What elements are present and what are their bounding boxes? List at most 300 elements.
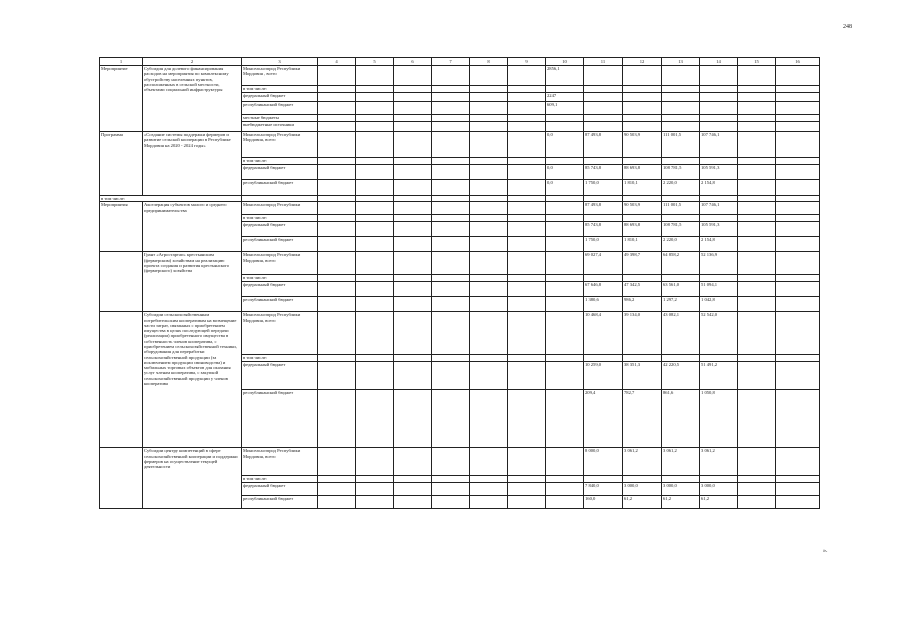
amount-cell-col11 <box>584 86 623 93</box>
empty-cell <box>394 202 432 215</box>
empty-cell <box>432 448 470 476</box>
empty-cell <box>432 158 470 165</box>
empty-cell <box>470 180 508 196</box>
amount-cell-col11: 85 743,8 <box>584 165 623 180</box>
page-number: 248 <box>843 24 852 30</box>
empty-cell <box>738 202 776 215</box>
amount-cell-col14 <box>700 86 738 93</box>
empty-cell <box>738 355 776 362</box>
amount-cell-col10: 0,0 <box>546 165 584 180</box>
empty-cell <box>356 180 394 196</box>
empty-cell <box>776 86 820 93</box>
amount-cell-col12 <box>623 66 662 86</box>
column-header-8: 8 <box>470 58 508 66</box>
amount-cell-col10 <box>546 115 584 122</box>
empty-cell <box>356 132 394 158</box>
empty-cell <box>432 115 470 122</box>
amount-cell-col10 <box>546 448 584 476</box>
amount-cell-col13 <box>662 158 700 165</box>
empty-cell <box>776 252 820 275</box>
amount-cell-col11: 8 000,0 <box>584 448 623 476</box>
funding-source-cell: федеральный бюджет <box>242 483 318 496</box>
amount-cell-col14: 2 154,8 <box>700 180 738 196</box>
amount-cell-col12 <box>623 122 662 132</box>
amount-cell-col14 <box>700 102 738 115</box>
column-header-16: 16 <box>776 58 820 66</box>
amount-cell-col10 <box>546 158 584 165</box>
amount-cell-col11 <box>584 66 623 86</box>
empty-cell <box>394 496 432 509</box>
item-type-cell <box>100 312 143 448</box>
column-header-14: 14 <box>700 58 738 66</box>
amount-cell-col14 <box>700 275 738 282</box>
funding-source-cell: федеральный бюджет <box>242 362 318 390</box>
amount-cell-col14: 51 094,1 <box>700 282 738 297</box>
amount-cell-col11: 160,0 <box>584 496 623 509</box>
amount-cell-col14: 105 591,3 <box>700 165 738 180</box>
empty-cell <box>432 180 470 196</box>
amount-cell-col14 <box>700 215 738 222</box>
empty-cell <box>432 275 470 282</box>
empty-cell <box>738 165 776 180</box>
amount-cell-col12 <box>623 215 662 222</box>
amount-cell-col10 <box>546 483 584 496</box>
column-header-13: 13 <box>662 58 700 66</box>
amount-cell-col14: 51 491,2 <box>700 362 738 390</box>
amount-cell-col11 <box>584 275 623 282</box>
empty-cell <box>318 132 356 158</box>
empty-cell <box>508 448 546 476</box>
amount-cell-col13: 63 561,0 <box>662 282 700 297</box>
empty-cell <box>470 476 508 483</box>
empty-cell <box>470 132 508 158</box>
empty-cell <box>508 115 546 122</box>
column-header-2: 2 <box>143 58 242 66</box>
empty-cell <box>738 66 776 86</box>
amount-cell-col12: 986,2 <box>623 297 662 312</box>
empty-cell <box>470 448 508 476</box>
amount-cell-col11 <box>584 158 623 165</box>
empty-cell <box>356 102 394 115</box>
amount-cell-col14: 1 050,8 <box>700 390 738 448</box>
empty-cell <box>318 102 356 115</box>
amount-cell-col12: 61,2 <box>623 496 662 509</box>
empty-cell <box>318 297 356 312</box>
empty-cell <box>470 252 508 275</box>
empty-cell <box>432 66 470 86</box>
empty-cell <box>738 476 776 483</box>
amount-cell-col14 <box>700 115 738 122</box>
empty-cell <box>508 275 546 282</box>
empty-cell <box>356 158 394 165</box>
empty-cell <box>356 215 394 222</box>
empty-cell <box>776 362 820 390</box>
amount-cell-col13: 111 001,5 <box>662 202 700 215</box>
item-type-cell <box>100 448 143 509</box>
empty-cell <box>776 476 820 483</box>
empty-cell <box>470 86 508 93</box>
empty-cell <box>508 476 546 483</box>
amount-cell-col13: 43 082,1 <box>662 312 700 355</box>
amount-cell-col12 <box>623 86 662 93</box>
empty-cell <box>738 222 776 237</box>
amount-cell-col12: 88 693,8 <box>623 165 662 180</box>
funding-source-cell: республиканский бюджет <box>242 496 318 509</box>
amount-cell-col12 <box>623 158 662 165</box>
empty-cell <box>776 355 820 362</box>
empty-cell <box>776 297 820 312</box>
empty-cell <box>776 132 820 158</box>
amount-cell-col12 <box>623 275 662 282</box>
amount-cell-col11 <box>584 215 623 222</box>
item-type-cell: Мероприятие <box>100 66 143 132</box>
amount-cell-col12 <box>623 115 662 122</box>
empty-cell <box>318 222 356 237</box>
empty-cell <box>432 312 470 355</box>
column-header-12: 12 <box>623 58 662 66</box>
amount-cell-col11 <box>584 355 623 362</box>
empty-cell <box>776 122 820 132</box>
funding-source-cell: республиканский бюджет <box>242 297 318 312</box>
header-row <box>100 58 820 66</box>
amount-cell-col13: 2 220,0 <box>662 237 700 252</box>
empty-cell <box>508 483 546 496</box>
empty-cell <box>356 252 394 275</box>
amount-cell-col11 <box>584 115 623 122</box>
empty-cell <box>394 355 432 362</box>
empty-cell <box>356 362 394 390</box>
amount-cell-col12: 90 503,9 <box>623 132 662 158</box>
amount-cell-col13: 61,2 <box>662 496 700 509</box>
empty-cell <box>776 237 820 252</box>
empty-cell <box>356 165 394 180</box>
empty-cell <box>776 222 820 237</box>
funding-source-cell: Минсельхозпрод Республики Мордовия, всего <box>242 448 318 476</box>
empty-cell <box>508 93 546 102</box>
amount-cell-col10 <box>546 202 584 215</box>
amount-cell-col13 <box>662 102 700 115</box>
amount-cell-col10 <box>546 362 584 390</box>
item-name-cell: Грант «Агростартап» крестьянским (фермерским) хозяйствам на реализацию проекта создания и развития крестьянского (фермерского) хозяйства <box>143 252 242 312</box>
empty-cell <box>470 390 508 448</box>
column-header-4: 4 <box>318 58 356 66</box>
empty-cell <box>394 86 432 93</box>
table-row <box>100 312 820 355</box>
empty-cell <box>356 297 394 312</box>
amount-cell-col14: 2 154,8 <box>700 237 738 252</box>
empty-cell <box>394 362 432 390</box>
funding-source-cell: в том числе: <box>242 476 318 483</box>
empty-cell <box>356 448 394 476</box>
empty-cell <box>394 476 432 483</box>
amount-cell-col10 <box>546 355 584 362</box>
item-type-cell <box>100 252 143 312</box>
funding-source-cell: республиканский бюджет <box>242 180 318 196</box>
funding-source-cell: в том числе: <box>242 86 318 93</box>
empty-cell <box>470 362 508 390</box>
amount-cell-col14: 105 591,3 <box>700 222 738 237</box>
amount-cell-col10 <box>546 215 584 222</box>
amount-cell-col10 <box>546 390 584 448</box>
empty-cell <box>318 237 356 252</box>
column-header-15: 15 <box>738 58 776 66</box>
amount-cell-col14 <box>700 93 738 102</box>
empty-cell <box>318 312 356 355</box>
empty-cell <box>432 93 470 102</box>
funding-source-cell: федеральный бюджет <box>242 222 318 237</box>
empty-cell <box>738 115 776 122</box>
amount-cell-col10 <box>546 275 584 282</box>
amount-cell-col10 <box>546 476 584 483</box>
empty-cell <box>470 312 508 355</box>
empty-cell <box>394 122 432 132</box>
empty-cell <box>318 496 356 509</box>
amount-cell-col11 <box>584 93 623 102</box>
amount-cell-col11: 85 743,8 <box>584 222 623 237</box>
empty-cell <box>394 115 432 122</box>
empty-cell <box>470 355 508 362</box>
amount-cell-col10 <box>546 312 584 355</box>
empty-cell <box>508 362 546 390</box>
funding-source-cell: в том числе: <box>242 215 318 222</box>
empty-cell <box>318 165 356 180</box>
amount-cell-col13: 2 220,0 <box>662 180 700 196</box>
amount-cell-col13 <box>662 93 700 102</box>
empty-cell <box>394 222 432 237</box>
empty-cell <box>318 180 356 196</box>
amount-cell-col10 <box>546 86 584 93</box>
empty-cell <box>394 282 432 297</box>
amount-cell-col14: 52 136,9 <box>700 252 738 275</box>
amount-cell-col11 <box>584 476 623 483</box>
amount-cell-col12: 90 503,9 <box>623 202 662 215</box>
empty-cell <box>776 275 820 282</box>
empty-cell <box>432 362 470 390</box>
empty-cell <box>356 66 394 86</box>
amount-cell-col13: 108 781,5 <box>662 222 700 237</box>
empty-cell <box>738 496 776 509</box>
empty-cell <box>318 66 356 86</box>
empty-cell <box>470 496 508 509</box>
amount-cell-col10 <box>546 122 584 132</box>
empty-cell <box>318 202 356 215</box>
funding-source-cell: Минсельхозпрод Республики Мордовия, всего <box>242 252 318 275</box>
table-row <box>100 202 820 215</box>
amount-cell-col12: 3 061,2 <box>623 448 662 476</box>
empty-cell <box>318 252 356 275</box>
amount-cell-col14: 107 746,1 <box>700 132 738 158</box>
empty-cell <box>318 390 356 448</box>
amount-cell-col14 <box>700 66 738 86</box>
empty-cell <box>470 282 508 297</box>
amount-cell-col14 <box>700 355 738 362</box>
empty-cell <box>776 448 820 476</box>
empty-cell <box>508 202 546 215</box>
amount-cell-col14: 52 542,0 <box>700 312 738 355</box>
empty-cell <box>776 496 820 509</box>
empty-cell <box>394 275 432 282</box>
empty-cell <box>356 122 394 132</box>
empty-cell <box>356 202 394 215</box>
empty-cell <box>470 237 508 252</box>
funding-source-cell: местные бюджеты <box>242 115 318 122</box>
column-header-1: 1 <box>100 58 143 66</box>
empty-cell <box>394 448 432 476</box>
empty-cell <box>318 86 356 93</box>
table-body <box>100 66 820 509</box>
empty-cell <box>432 483 470 496</box>
empty-cell <box>470 66 508 86</box>
amount-cell-col12: 782,7 <box>623 390 662 448</box>
empty-cell <box>356 483 394 496</box>
empty-cell <box>356 237 394 252</box>
table-row <box>100 66 820 86</box>
amount-cell-col10: 609,1 <box>546 102 584 115</box>
empty-cell <box>470 122 508 132</box>
empty-cell <box>356 390 394 448</box>
amount-cell-col13: 64 858,2 <box>662 252 700 275</box>
funding-source-cell: в том числе: <box>242 275 318 282</box>
empty-cell <box>356 282 394 297</box>
funding-source-cell: республиканский бюджет <box>242 102 318 115</box>
item-name-cell: Акселерация субъектов малого и среднего предпринимательства <box>143 202 242 252</box>
empty-cell <box>432 86 470 93</box>
column-header-10: 10 <box>546 58 584 66</box>
empty-cell <box>776 165 820 180</box>
amount-cell-col11: 87 493,8 <box>584 132 623 158</box>
empty-cell <box>318 483 356 496</box>
empty-cell <box>776 115 820 122</box>
empty-cell <box>318 362 356 390</box>
amount-cell-col11: 1 750,0 <box>584 237 623 252</box>
empty-cell <box>508 215 546 222</box>
empty-cell <box>356 222 394 237</box>
empty-cell <box>508 252 546 275</box>
empty-cell <box>508 312 546 355</box>
empty-cell <box>776 282 820 297</box>
amount-cell-col12 <box>623 476 662 483</box>
column-header-7: 7 <box>432 58 470 66</box>
amount-cell-col11 <box>584 122 623 132</box>
empty-cell <box>394 237 432 252</box>
empty-cell <box>356 476 394 483</box>
empty-cell <box>432 252 470 275</box>
empty-cell <box>318 93 356 102</box>
funding-source-cell: в том числе: <box>242 355 318 362</box>
amount-cell-col13: 111 001,5 <box>662 132 700 158</box>
empty-cell <box>776 483 820 496</box>
empty-cell <box>394 93 432 102</box>
empty-cell <box>738 102 776 115</box>
empty-cell <box>394 102 432 115</box>
amount-cell-col13 <box>662 115 700 122</box>
empty-cell <box>318 275 356 282</box>
empty-cell <box>508 282 546 297</box>
funding-source-cell: федеральный бюджет <box>242 282 318 297</box>
empty-cell <box>432 297 470 312</box>
empty-cell <box>508 86 546 93</box>
closing-quote-mark: ». <box>823 548 828 554</box>
empty-cell <box>470 115 508 122</box>
empty-cell <box>394 483 432 496</box>
empty-cell <box>508 158 546 165</box>
funding-source-cell: федеральный бюджет <box>242 93 318 102</box>
empty-cell <box>470 483 508 496</box>
empty-cell <box>508 132 546 158</box>
amount-cell-col14: 3 000,0 <box>700 483 738 496</box>
amount-cell-col13 <box>662 66 700 86</box>
item-type-cell: Программа <box>100 132 143 196</box>
amount-cell-col12: 3 000,0 <box>623 483 662 496</box>
empty-cell <box>738 252 776 275</box>
amount-cell-col11: 10 468,4 <box>584 312 623 355</box>
funding-source-cell: Минсельхозпрод Республики Мордовия, всего <box>242 312 318 355</box>
empty-cell <box>738 132 776 158</box>
amount-cell-col14 <box>700 158 738 165</box>
empty-cell <box>508 297 546 312</box>
item-name-cell: Субсидия для долевого финансирования расходов на мероприятия по комплексному обустройству населенных пунктов, расположенных в сельской местности, объектами социальной инфраструктуры <box>143 66 242 132</box>
empty-cell <box>776 312 820 355</box>
amount-cell-col10 <box>546 252 584 275</box>
empty-cell <box>394 297 432 312</box>
item-name-cell: Субсидии сельскохозяйственным потребительским кооперативам на возмещение части затрат, связанных с приобретением имущества в целях последующей передачи (реализации) приобретенного имущества в собственность членов кооператива, с приобретением сельскохозяйственной техники, оборудования для переработки сельскохозяйственной продукции (за исключением продукции свиноводства) и мобильных торговых объектов для оказания услуг членам кооператива, с закупкой сельскохозяйственной продукции у членов кооператива <box>143 312 242 448</box>
empty-cell <box>776 102 820 115</box>
empty-cell <box>738 122 776 132</box>
table-row <box>100 252 820 275</box>
empty-cell <box>470 158 508 165</box>
empty-cell <box>394 158 432 165</box>
funding-source-cell: Минсельхозпрод Республики <box>242 202 318 215</box>
empty-cell <box>738 297 776 312</box>
empty-cell <box>738 180 776 196</box>
empty-cell <box>738 362 776 390</box>
amount-cell-col11: 1 750,0 <box>584 180 623 196</box>
empty-cell <box>470 215 508 222</box>
empty-cell <box>394 180 432 196</box>
empty-cell <box>470 275 508 282</box>
empty-cell <box>508 390 546 448</box>
amount-cell-col13: 1 297,2 <box>662 297 700 312</box>
amount-cell-col11: 7 840,0 <box>584 483 623 496</box>
empty-cell <box>356 355 394 362</box>
empty-cell <box>432 215 470 222</box>
empty-cell <box>318 282 356 297</box>
amount-cell-col10: 0,0 <box>546 180 584 196</box>
empty-cell <box>470 102 508 115</box>
empty-cell <box>738 282 776 297</box>
amount-cell-col11: 87 493,8 <box>584 202 623 215</box>
column-header-3: 3 <box>242 58 318 66</box>
empty-cell <box>508 102 546 115</box>
amount-cell-col13 <box>662 215 700 222</box>
amount-cell-col10: 2856,1 <box>546 66 584 86</box>
funding-source-cell: в том числе: <box>242 158 318 165</box>
empty-cell <box>470 93 508 102</box>
empty-cell <box>432 237 470 252</box>
subheading-cell: в том числе: <box>100 196 242 202</box>
amount-cell-col11 <box>584 102 623 115</box>
amount-cell-col13 <box>662 476 700 483</box>
empty-cell <box>432 102 470 115</box>
amount-cell-col13 <box>662 355 700 362</box>
empty-cell <box>318 115 356 122</box>
amount-cell-col14: 3 061,2 <box>700 448 738 476</box>
empty-cell <box>432 282 470 297</box>
empty-cell <box>508 122 546 132</box>
column-header-11: 11 <box>584 58 623 66</box>
empty-cell <box>432 165 470 180</box>
empty-cell <box>394 312 432 355</box>
